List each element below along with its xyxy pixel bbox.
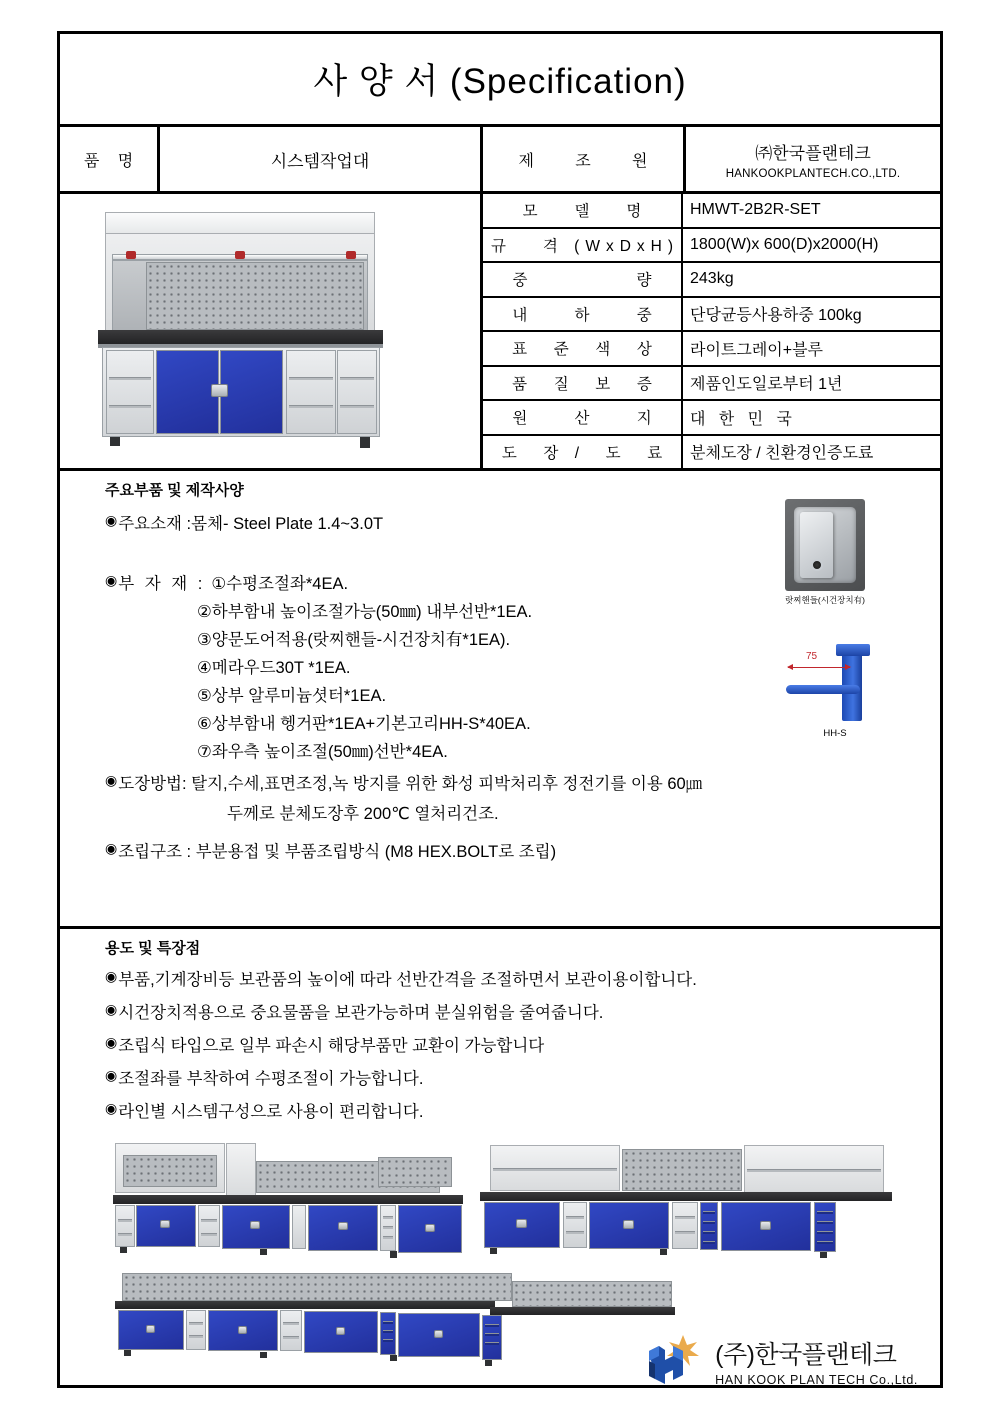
bullet-icon: ◉ <box>105 840 118 856</box>
spec-value: 제품인도일로부터 1년 <box>690 376 843 394</box>
spec-row <box>483 436 940 469</box>
latch-handle-image <box>785 499 865 591</box>
feature-item <box>105 966 940 990</box>
bullet-icon: ◉ <box>105 1067 118 1083</box>
manufacturer-name-en: HANKOOKPLANTECH.CO.,LTD. <box>725 167 901 180</box>
spec-row <box>483 401 940 436</box>
features-section-heading: 용도 및 특장점 <box>105 940 201 957</box>
logo-name-en: HAN KOOK PLAN TECH Co.,Ltd. <box>715 1373 918 1387</box>
feature-text: 조절좌를 부착하여 수평조절이 가능합니다. <box>118 1070 424 1088</box>
spec-value: HMWT-2B2R-SET <box>690 201 821 219</box>
subpart-item: ②하부함내 높이조절가능(50㎜) 내부선반*1EA. <box>197 603 533 621</box>
spec-row <box>483 229 940 264</box>
leveling-foot <box>360 437 370 448</box>
spec-key: 표 준 색 상 <box>483 332 683 365</box>
latch-handle-thumbnail <box>750 499 900 606</box>
hook-image <box>780 649 890 727</box>
hook-dimension-label: 75 <box>806 651 818 662</box>
subpart-item: ⑦좌우측 높이조절(50㎜)선반*4EA. <box>197 743 448 761</box>
subparts-label: 부 자 재 : <box>118 575 206 593</box>
logo-name-ko: (주)한국플랜테크 <box>715 1341 897 1369</box>
subpart-item: ③양문도어적용(랏찌핸들-시건장치有*1EA). <box>197 631 511 649</box>
spec-row <box>483 298 940 333</box>
spec-row <box>483 367 940 402</box>
manufacturer-name-ko: ㈜한국플랜테크 <box>755 143 871 163</box>
product-photo-main <box>60 194 483 468</box>
latch-handle-caption: 랏찌핸들(시건장치有) <box>785 595 865 605</box>
feature-item <box>105 1098 940 1122</box>
spec-value: 대 한 민 국 <box>690 410 792 428</box>
bullet-icon: ◉ <box>105 772 118 788</box>
hook-thumbnail <box>760 649 910 739</box>
manufacturer-value-cell <box>686 127 940 191</box>
manufacturer-label-cell <box>483 127 686 191</box>
page-title: 사 양 서 (Specification) <box>313 62 687 101</box>
identity-row <box>60 127 940 194</box>
manufacturer-label: 제 조 원 <box>518 152 655 170</box>
product-name-value-cell <box>160 127 483 191</box>
feature-text: 부품,기계장비등 보관품의 높이에 따라 선반간격을 조절하면서 보관이용이합니다. <box>118 971 697 989</box>
logo-mark-icon <box>643 1333 705 1389</box>
spec-key: 품 질 보 증 <box>483 367 683 400</box>
spec-key: 규 격 (WxDxH) <box>483 229 683 262</box>
company-logo <box>643 1333 918 1389</box>
document-title-band <box>60 34 940 127</box>
bullet-icon: ◉ <box>105 1100 118 1116</box>
cabinet-door-left <box>156 350 219 434</box>
product-photo-gallery <box>60 1131 940 1403</box>
hook-caption: HH-S <box>823 728 847 739</box>
paint-method-text-1: 도장방법: 탈지,수세,표면조정,녹 방지를 위한 화성 피박처리후 정전기를 이용 60㎛ <box>118 775 703 793</box>
assembly-text: 조립구조 : 부분용접 및 부품조립방식 (M8 HEX.BOLT로 조립) <box>118 843 557 861</box>
spec-key: 중 량 <box>483 263 683 296</box>
logo-text <box>715 1335 918 1387</box>
bullet-icon: ◉ <box>105 1034 118 1050</box>
parts-section-heading: 주요부품 및 제작사양 <box>105 482 244 499</box>
subpart-item: ①수평조절좌*4EA. <box>211 575 349 593</box>
bullet-icon: ◉ <box>105 968 118 984</box>
bullet-icon: ◉ <box>105 572 118 588</box>
spec-row <box>483 263 940 298</box>
pegboard-panel <box>146 262 364 330</box>
spec-key: 내 하 중 <box>483 298 683 331</box>
cabinet-door-right <box>220 350 283 434</box>
spec-value: 1800(W)x 600(D)x2000(H) <box>690 235 879 253</box>
product-and-spec-row <box>60 194 940 471</box>
spec-value: 단당균등사용하중 100kg <box>690 307 862 325</box>
assembly-line <box>105 838 940 862</box>
parts-section <box>60 471 940 929</box>
spec-value: 라이트그레이+블루 <box>690 341 823 359</box>
product-name-value: 시스템작업대 <box>270 151 370 171</box>
spec-value: 분체도장 / 친환경인증도료 <box>690 445 874 463</box>
product-name-label: 품 명 <box>83 152 141 170</box>
spec-row <box>483 332 940 367</box>
bullet-icon: ◉ <box>105 1001 118 1017</box>
product-name-label-cell <box>60 127 160 191</box>
feature-item <box>105 1032 940 1056</box>
door-latch-handle <box>211 384 228 397</box>
feature-item <box>105 999 940 1023</box>
spec-value: 243kg <box>690 270 734 288</box>
spec-key: 원 산 지 <box>483 401 683 434</box>
subpart-item: ④메라우드30T *1EA. <box>197 659 351 677</box>
specification-table <box>483 194 940 468</box>
feature-text: 조립식 타입으로 일부 파손시 해당부품만 교환이 가능합니다 <box>118 1037 545 1055</box>
paint-method-line <box>105 770 940 794</box>
feature-text: 시건장치적용으로 중요물품을 보관가능하며 분실위험을 줄여줍니다. <box>118 1004 604 1022</box>
worktop-surface <box>98 330 383 344</box>
bullet-icon: ◉ <box>105 512 118 528</box>
dimension-arrow-icon <box>788 667 850 668</box>
features-list <box>60 962 940 1122</box>
feature-text: 라인별 시스템구성으로 사용이 편리합니다. <box>118 1103 424 1121</box>
spec-key: 모 델 명 <box>483 194 683 227</box>
spec-key: 도 장 / 도 료 <box>483 436 683 469</box>
spec-row <box>483 194 940 229</box>
paint-method-text-2: 두께로 분체도장후 200℃ 열처리건조. <box>227 805 499 823</box>
leveling-foot <box>110 437 120 446</box>
feature-item <box>105 1065 940 1089</box>
specification-document <box>57 31 943 1388</box>
lock-cylinder-icon <box>811 559 823 571</box>
subpart-item: ⑥상부함내 헹거판*1EA+기본고리HH-S*40EA. <box>197 715 531 733</box>
subpart-item: ⑤상부 알루미늄셧터*1EA. <box>197 687 387 705</box>
material-text: 주요소재 :몸체- Steel Plate 1.4~3.0T <box>118 515 384 533</box>
